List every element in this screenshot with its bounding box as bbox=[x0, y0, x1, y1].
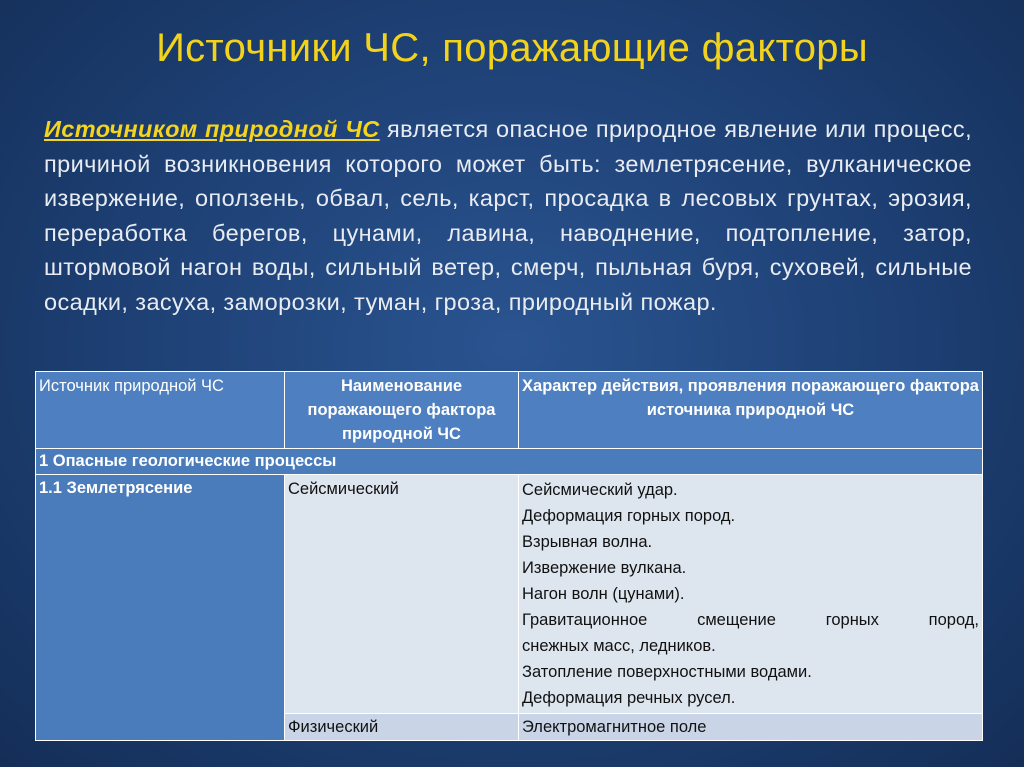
hazards-table bbox=[35, 371, 983, 741]
table-section-row bbox=[36, 449, 983, 475]
intro-text: является опасное природное явление или процесс, причиной возникновения которого может быть: землетрясение, вулканическое извержение, оползень, обвал, сель, карст, просадка в лесовых грунтах, эрозия, переработка берегов, цунами, лавина, наводнение, подтопление, затор, штормовой нагон воды, сильный ветер, смерч, пыльная буря, суховей, сильные осадки, засуха, заморозки, туман, гроза, природный пожар. bbox=[44, 116, 972, 315]
table-row bbox=[36, 475, 983, 714]
effect-item: снежных масс, ледников. bbox=[522, 637, 716, 655]
effects-cell: Электромагнитное поле bbox=[519, 714, 983, 741]
section-title: 1 Опасные геологические процессы bbox=[36, 449, 983, 475]
slide-title: Источники ЧС, поражающие факторы bbox=[156, 26, 868, 70]
table-header-row bbox=[36, 372, 983, 449]
effect-item: Извержение вулкана. bbox=[522, 559, 687, 577]
effect-item: Деформация горных пород. bbox=[522, 507, 736, 525]
factor-cell: Физический bbox=[285, 714, 519, 741]
header-factor: Наименование поражающего фактора природной ЧС bbox=[285, 372, 519, 449]
effect-item: Взрывная волна. bbox=[522, 533, 653, 551]
effect-item: Гравитационное смещение горных пород, bbox=[522, 611, 979, 629]
header-source: Источник природной ЧС bbox=[36, 372, 285, 449]
factor-cell: Сейсмический bbox=[285, 475, 519, 714]
effect-item: Сейсмический удар. bbox=[522, 481, 678, 499]
source-cell: 1.1 Землетрясение bbox=[36, 475, 285, 741]
effects-cell bbox=[519, 475, 983, 714]
header-effect: Характер действия, проявления поражающего фактора источника природной ЧС bbox=[519, 372, 983, 449]
effect-item: Нагон волн (цунами). bbox=[522, 585, 685, 603]
intro-lead: Источником природной ЧС bbox=[44, 116, 380, 142]
effect-item: Деформация речных русел. bbox=[522, 689, 736, 707]
effect-item: Затопление поверхностными водами. bbox=[522, 663, 812, 681]
intro-paragraph bbox=[44, 112, 972, 319]
